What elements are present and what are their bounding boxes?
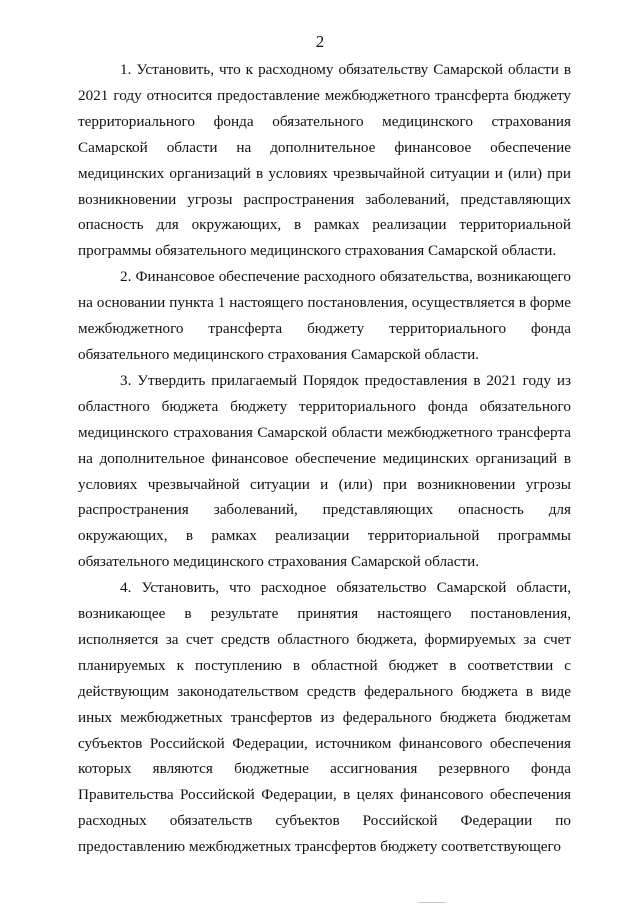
paragraph-2: 2. Финансовое обеспечение расходного обязательства, возникающего на основании пункта 1 настоящего постановления, осуществляется в форме межбюджетного трансферта бюджету территориального фонда обязательного медицинского страхования Самарской области. [78,268,571,363]
document-body [78,57,571,860]
paragraph-4: 4. Установить, что расходное обязательство Самарской области, возникающее в результате принятия настоящего постановления, исполняется за счет средств областного бюджета, формируемых за счет планируемых к поступлению в областной бюджет в соответствии с действующим законодательством средств федерального бюджета в виде иных межбюджетных трансфертов из федерального бюджета бюджетам субъектов Российской Федерации, источником финансового обеспечения которых являются бюджетные ассигнования резервного фонда Правительства Российской Федерации, в целях финансового обеспечения расходных обязательств субъектов Российской Федерации по предоставлению межбюджетных трансфертов бюджету соответствующего [78,579,571,856]
scan-artifact-line [418,902,446,903]
paragraph-1: 1. Установить, что к расходному обязательству Самарской области в 2021 году относится предоставление межбюджетного трансферта бюджету территориального фонда обязательного медицинского страхования Самарской области на дополнительное финансовое обеспечение медицинских организаций в условиях чрезвычайной ситуации и (или) при возникновении угрозы распространения заболеваний, представляющих опасность для окружающих, в рамках реализации территориальной программы обязательного медицинского страхования Самарской области. [78,61,571,260]
page-number: 2 [315,32,325,51]
paragraph-3: 3. Утвердить прилагаемый Порядок предоставления в 2021 году из областного бюджета бюджету территориального фонда обязательного медицинского страхования Самарской области межбюджетного трансферта на дополнительное финансовое обеспечение медицинских организаций в условиях чрезвычайной ситуации и (или) при возникновении угрозы распространения заболеваний, представляющих опасность для окружающих, в рамках реализации территориальной программы обязательного медицинского страхования Самарской области. [78,371,571,571]
